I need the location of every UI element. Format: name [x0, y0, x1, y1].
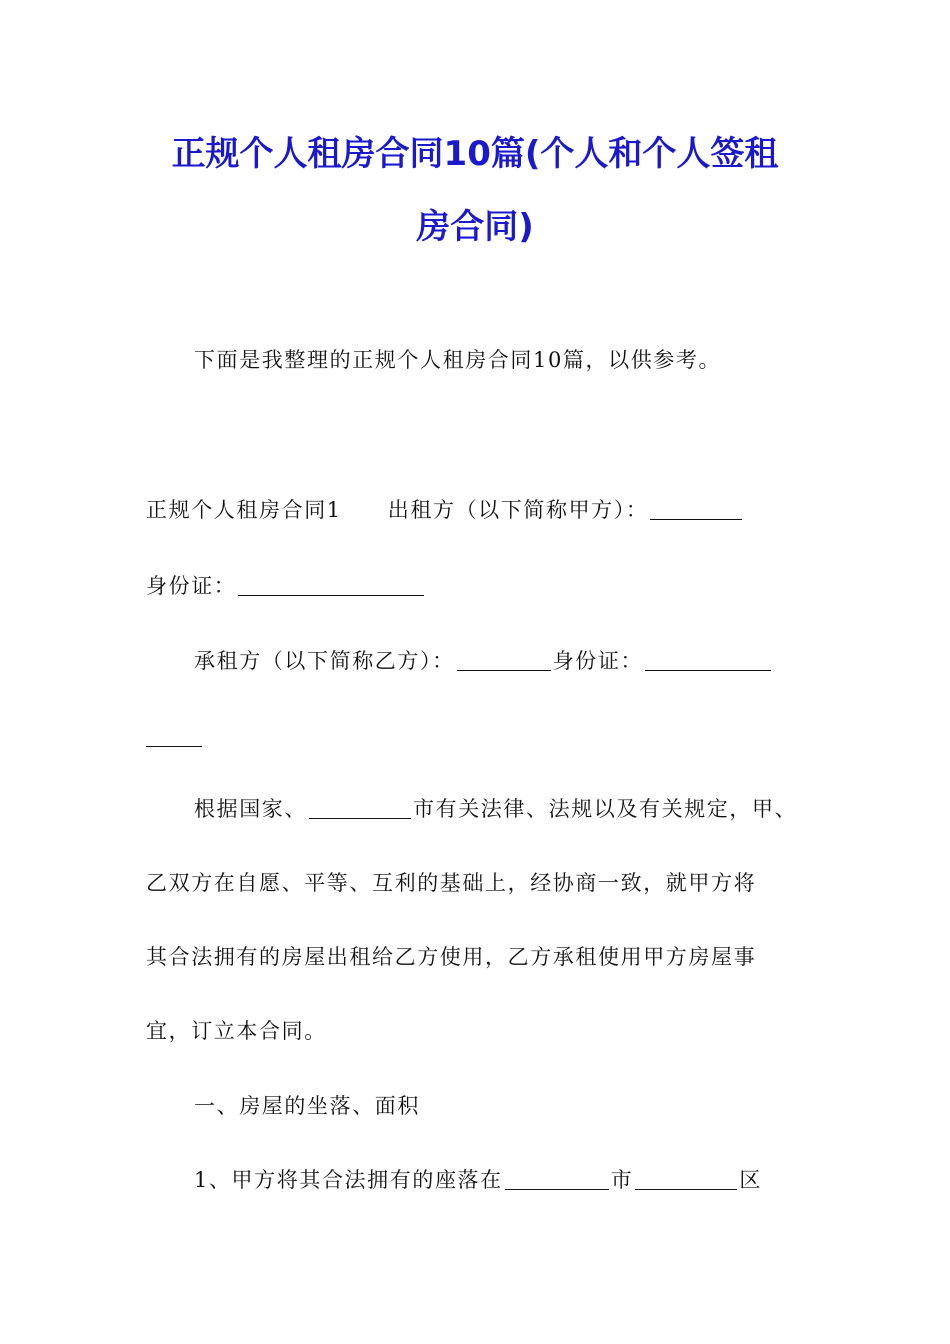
section-1-heading-text: 一、房屋的坐落、面积: [194, 1094, 420, 1118]
lessor-line: [146, 500, 744, 521]
paragraph-1-line-2: [146, 873, 756, 894]
lessee-id-blank-cont: [146, 745, 202, 747]
lessee-name-blank: [457, 669, 551, 671]
lessor-id-line: [146, 576, 426, 597]
clause-1-line-1: [194, 1170, 762, 1191]
contract-heading: 正规个人租房合同1: [146, 498, 342, 522]
lessee-label: 承租方（以下简称乙方）：: [194, 649, 455, 673]
paragraph-1-line-3: [146, 947, 756, 968]
clause1-text-c: 区: [739, 1168, 762, 1192]
intro-paragraph: [194, 350, 721, 371]
clause1-text-a: 1、甲方将其合法拥有的座落在: [194, 1168, 503, 1192]
lessor-name-blank: [650, 518, 742, 520]
intro-text: 下面是我整理的正规个人租房合同10篇，以供参考。: [194, 348, 722, 372]
para1-text-line-2: 乙双方在自愿、平等、互利的基础上，经协商一致，就甲方将: [146, 871, 757, 895]
para1-text-b: 市有关法律、法规以及有关规定，甲、: [413, 797, 798, 821]
lessor-label: 出租方（以下简称甲方）：: [387, 498, 649, 522]
lessee-id-blank: [645, 669, 771, 671]
clause1-text-b: 市: [610, 1168, 634, 1192]
paragraph-1-line-4: [146, 1021, 327, 1042]
document-title-line-2: 房合同): [416, 207, 534, 247]
para1-text-line-3: 其合法拥有的房屋出租给乙方使用，乙方承租使用甲方房屋事: [146, 945, 757, 969]
city-blank: [309, 817, 411, 819]
para1-text-line-4: 宜，订立本合同。: [146, 1019, 327, 1043]
section-1-heading: [194, 1096, 420, 1117]
lessee-line: [194, 651, 773, 672]
lessor-id-label: 身份证：: [146, 574, 237, 598]
para1-text-a: 根据国家、: [194, 797, 307, 821]
document-title-line-1: 正规个人租房合同10篇(个人和个人签租: [171, 134, 779, 174]
lessor-id-blank: [238, 594, 424, 596]
lessee-id-continuation: [146, 727, 202, 748]
paragraph-1-line-1: [194, 799, 797, 820]
lessee-id-label: 身份证：: [552, 649, 644, 673]
clause1-district-blank: [635, 1188, 737, 1190]
clause1-city-blank: [505, 1188, 609, 1190]
